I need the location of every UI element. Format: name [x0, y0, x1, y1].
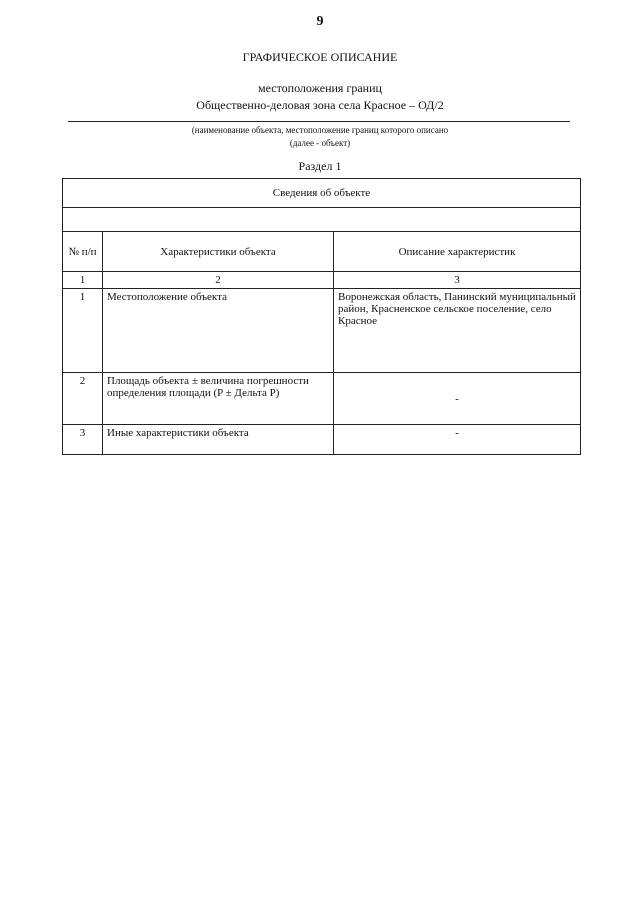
- page-number: 9: [316, 14, 324, 29]
- row-number: 2: [63, 373, 103, 425]
- document-title: ГРАФИЧЕСКОЕ ОПИСАНИЕ: [242, 50, 398, 64]
- row-description: -: [334, 425, 581, 455]
- row-characteristic: Местоположение объекта: [103, 289, 334, 373]
- caption-line-2: (далее - объект): [289, 138, 351, 148]
- column-number-2: 2: [103, 272, 334, 289]
- row-characteristic: Площадь объекта ± величина погрешности определения площади (P ± Дельта P): [103, 373, 334, 425]
- table-row: [63, 373, 581, 425]
- row-characteristic: Иные характеристики объекта: [103, 425, 334, 455]
- section-label: Раздел 1: [298, 159, 342, 173]
- table-row: [63, 425, 581, 455]
- column-header-characteristic: Характеристики объекта: [103, 232, 334, 272]
- column-header-description: Описание характеристик: [334, 232, 581, 272]
- object-info-table: [62, 178, 581, 455]
- column-number-1: 1: [63, 272, 103, 289]
- table-empty-row: [63, 208, 581, 232]
- table-row: [63, 289, 581, 373]
- table-header: Сведения об объекте: [63, 179, 581, 208]
- column-header-no: № п/п: [63, 232, 103, 272]
- caption-line-1: (наименование объекта, местоположение границ которого описано: [191, 125, 449, 135]
- underline-rule: [68, 121, 570, 122]
- row-number: 3: [63, 425, 103, 455]
- row-description: -: [334, 373, 581, 425]
- row-description: Воронежская область, Панинский муниципальный район, Красненское сельское поселение, село Красное: [334, 289, 581, 373]
- row-number: 1: [63, 289, 103, 373]
- column-number-3: 3: [334, 272, 581, 289]
- subtitle-line-2: Общественно-деловая зона села Красное – ОД/2: [196, 98, 444, 112]
- subtitle-line-1: местоположения границ: [258, 81, 382, 95]
